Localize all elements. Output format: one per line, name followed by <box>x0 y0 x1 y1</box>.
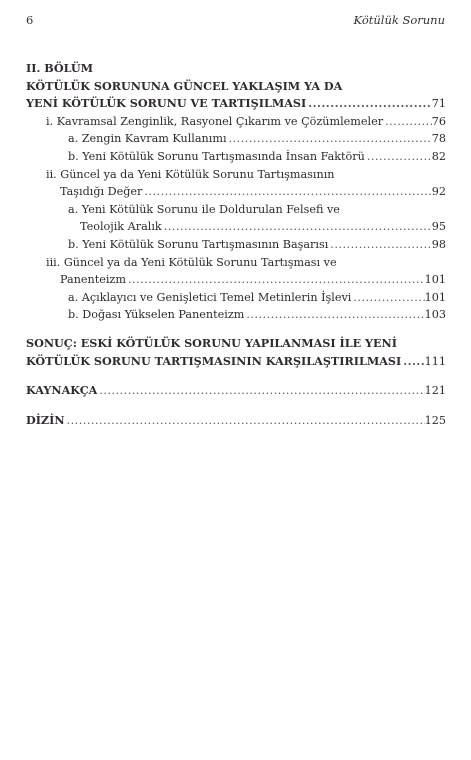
toc-entry-ii[interactable] <box>26 183 446 201</box>
entry-page: 121 <box>424 384 446 398</box>
dot-leader <box>365 148 432 166</box>
entry-page: 78 <box>431 132 446 146</box>
toc-entry-iii-a[interactable] <box>26 289 446 307</box>
dot-leader <box>142 183 431 201</box>
dot-leader <box>306 95 432 113</box>
toc-entry-i[interactable] <box>26 113 446 131</box>
entry-title: b. Yeni Kötülük Sorunu Tartışmasında İnsan Faktörü <box>68 149 365 163</box>
entry-title: a. Açıklayıcı ve Genişletici Temel Metinlerin İşlevi <box>68 290 352 304</box>
dot-leader <box>244 306 424 324</box>
dot-leader <box>162 218 432 236</box>
toc-entry-i-b[interactable] <box>26 148 446 166</box>
table-of-contents <box>26 60 446 429</box>
toc-entry-ii-a-line: a. Yeni Kötülük Sorunu ile Doldurulan Felsefi ve <box>68 202 340 216</box>
toc-entry-iii[interactable] <box>26 271 446 289</box>
toc-entry-ii-line: ii. Güncel ya da Yeni Kötülük Sorunu Tartışmasının <box>46 167 335 181</box>
dot-leader <box>227 130 432 148</box>
conclusion-line: SONUÇ: ESKİ KÖTÜLÜK SORUNU YAPILANMASI İLE YENİ <box>26 335 397 350</box>
toc-entry-references[interactable] <box>26 382 446 400</box>
page-number: 6 <box>26 13 34 27</box>
entry-title: i. Kavramsal Zenginlik, Rasyonel Çıkarım ve Çözümlemeler <box>46 114 384 128</box>
entry-page: 98 <box>431 237 446 251</box>
toc-entry-iii-b[interactable] <box>26 306 446 324</box>
entry-page: 101 <box>424 273 446 287</box>
entry-title: YENİ KÖTÜLÜK SORUNU VE TARTIŞILMASI <box>26 96 307 111</box>
entry-title: Taşıdığı Değer <box>60 185 143 199</box>
entry-title: DİZİN <box>26 412 65 427</box>
entry-title: b. Yeni Kötülük Sorunu Tartışmasının Başarısı <box>68 237 329 251</box>
entry-page: 103 <box>424 308 446 322</box>
toc-entry-conclusion[interactable] <box>26 353 446 371</box>
toc-entry-ii-b[interactable] <box>26 236 446 254</box>
entry-title: a. Zengin Kavram Kullanımı <box>68 132 227 146</box>
dot-leader <box>401 353 424 371</box>
dot-leader <box>328 236 431 254</box>
entry-page: 71 <box>431 97 446 111</box>
toc-entry-iii-line: iii. Güncel ya da Yeni Kötülük Sorunu Tartışması ve <box>46 255 337 269</box>
section-label: II. BÖLÜM <box>26 61 94 75</box>
toc-entry-i-a[interactable] <box>26 130 446 148</box>
dot-leader <box>351 289 424 307</box>
running-title: Kötülük Sorunu <box>353 13 445 27</box>
entry-title: KAYNAKÇA <box>26 383 98 398</box>
toc-entry-index[interactable] <box>26 412 446 430</box>
entry-title: Teolojik Aralık <box>80 220 162 234</box>
entry-title: b. Doğası Yükselen Panenteizm <box>68 308 245 322</box>
dot-leader <box>97 382 424 400</box>
entry-page: 82 <box>431 149 446 163</box>
dot-leader <box>65 412 425 430</box>
entry-page: 125 <box>424 413 446 427</box>
dot-leader <box>126 271 425 289</box>
entry-page: 101 <box>424 290 446 304</box>
entry-title: KÖTÜLÜK SORUNU TARTIŞMASININ KARŞILAŞTIRILMASI <box>26 353 402 368</box>
entry-page: 95 <box>431 220 446 234</box>
entry-page: 76 <box>431 114 446 128</box>
entry-page: 92 <box>431 185 446 199</box>
section-title-line: KÖTÜLÜK SORUNUNA GÜNCEL YAKLAŞIM YA DA <box>26 78 343 93</box>
toc-entry-section[interactable] <box>26 95 446 113</box>
entry-page: 111 <box>424 354 446 368</box>
toc-entry-ii-a[interactable] <box>26 218 446 236</box>
entry-title: Panenteizm <box>60 273 126 287</box>
dot-leader <box>383 113 432 131</box>
